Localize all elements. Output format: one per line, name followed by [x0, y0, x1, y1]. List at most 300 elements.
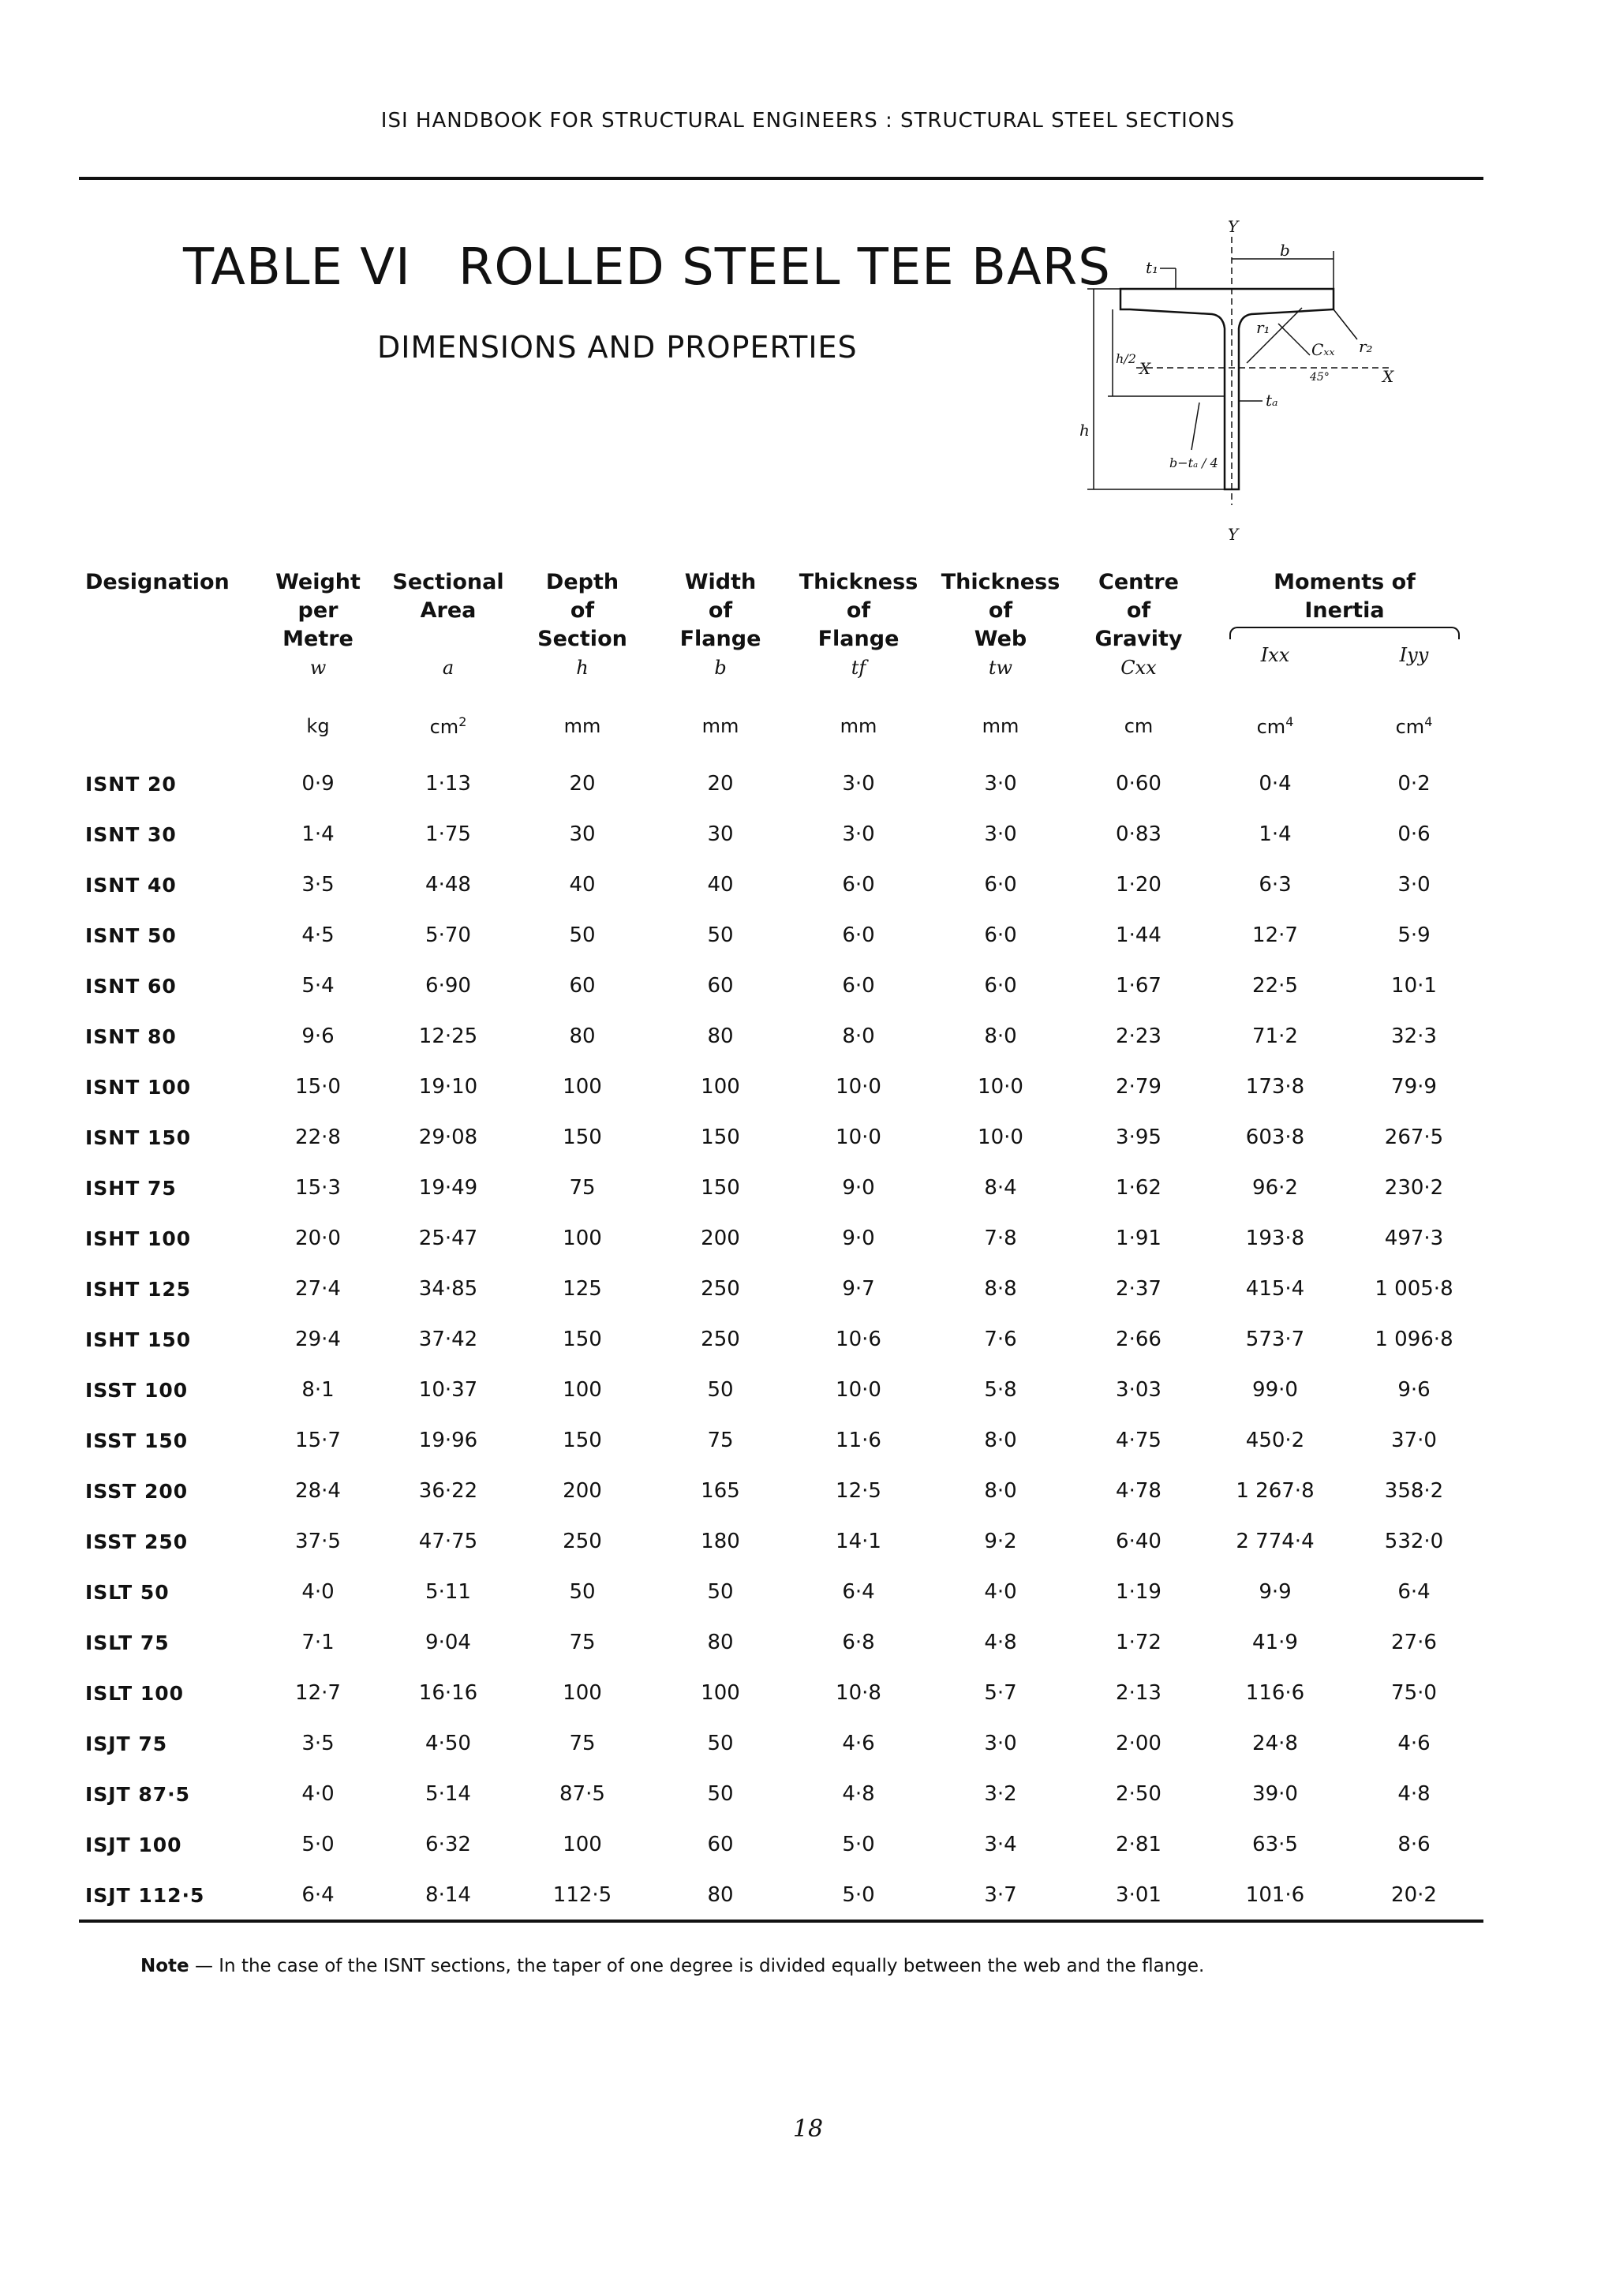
row-value: 150: [701, 1176, 740, 1200]
row-value: 50: [707, 1378, 734, 1402]
row-value: 40: [569, 873, 596, 897]
diagram-y-bottom: Y: [1228, 525, 1239, 544]
tee-section-diagram: [1073, 213, 1405, 545]
row-value: 2·66: [1116, 1328, 1162, 1351]
row-value: 12·25: [418, 1024, 478, 1048]
running-head: ISI HANDBOOK FOR STRUCTURAL ENGINEERS : STRUCTURAL STEEL SECTIONS: [380, 109, 1236, 133]
row-value: 10·0: [836, 1378, 881, 1402]
row-value: 75: [707, 1429, 734, 1452]
row-value: 4·0: [984, 1580, 1017, 1604]
row-value: 25·47: [418, 1227, 478, 1250]
row-value: 6·8: [842, 1631, 875, 1654]
row-value: 24·8: [1252, 1732, 1298, 1755]
row-value: 8·0: [842, 1024, 875, 1048]
diagram-cxx: Cₓₓ: [1311, 340, 1335, 359]
row-value: 19·96: [418, 1429, 478, 1452]
table-row: [79, 1668, 1483, 1718]
unit-centre-gravity: cm: [1124, 715, 1154, 737]
row-designation: ISNT 50: [85, 923, 177, 947]
row-value: 0·2: [1397, 772, 1431, 796]
header-rule: [79, 177, 1483, 180]
table-row: [79, 1718, 1483, 1769]
row-value: 20·2: [1391, 1883, 1437, 1907]
row-value: 6·3: [1259, 873, 1292, 897]
tee-bars-table: [79, 568, 1483, 1920]
row-value: 150: [563, 1328, 602, 1351]
row-value: 75: [569, 1176, 596, 1200]
row-value: 40: [707, 873, 734, 897]
row-value: 80: [707, 1024, 734, 1048]
row-value: 573·7: [1245, 1328, 1305, 1351]
row-value: 15·3: [295, 1176, 341, 1200]
row-value: 180: [701, 1530, 740, 1553]
row-designation: ISLT 100: [85, 1681, 185, 1705]
row-value: 2·13: [1116, 1681, 1162, 1705]
row-value: 10·6: [836, 1328, 881, 1351]
row-value: 87·5: [559, 1782, 605, 1806]
col-thickness-web: Thickness of Web tw: [941, 570, 1060, 679]
row-value: 50: [707, 923, 734, 947]
row-designation: ISJT 87·5: [85, 1782, 191, 1806]
row-value: 10·0: [978, 1075, 1023, 1099]
table-bottom-rule: [79, 1920, 1483, 1923]
diagram-angle: 45°: [1310, 371, 1330, 384]
col-ixx: Ixx: [1260, 644, 1290, 666]
row-value: 3·0: [984, 1732, 1017, 1755]
row-designation: ISNT 40: [85, 873, 177, 897]
row-value: 2·81: [1116, 1833, 1162, 1856]
row-designation: ISST 250: [85, 1530, 189, 1553]
row-value: 1·19: [1116, 1580, 1162, 1604]
row-value: 0·6: [1397, 822, 1431, 846]
table-title: [183, 238, 1111, 297]
diagram-r1: r₁: [1256, 318, 1270, 337]
row-value: 1·62: [1116, 1176, 1162, 1200]
row-value: 1·67: [1116, 974, 1162, 998]
note-text: — In the case of the ISNT sections, the taper of one degree is divided equally between the web and the flange.: [189, 1956, 1205, 1976]
row-value: 5·14: [425, 1782, 471, 1806]
row-value: 3·7: [984, 1883, 1017, 1907]
row-value: 9·9: [1259, 1580, 1292, 1604]
unit-row: [79, 682, 1483, 758]
row-designation: ISJT 112·5: [85, 1883, 205, 1907]
table-row: [79, 809, 1483, 860]
row-value: 415·4: [1245, 1277, 1305, 1301]
unit-weight: kg: [306, 715, 330, 737]
col-area: Sectional Area a: [392, 570, 504, 679]
row-designation: ISJT 75: [85, 1732, 168, 1755]
row-designation: ISNT 100: [85, 1075, 192, 1099]
row-designation: ISHT 100: [85, 1227, 192, 1250]
row-value: 7·1: [301, 1631, 335, 1654]
row-value: 100: [563, 1681, 602, 1705]
row-value: 5·4: [301, 974, 335, 998]
row-value: 4·0: [301, 1580, 335, 1604]
row-value: 100: [563, 1227, 602, 1250]
row-value: 8·14: [425, 1883, 471, 1907]
row-value: 150: [563, 1429, 602, 1452]
row-value: 80: [569, 1024, 596, 1048]
row-value: 6·0: [842, 873, 875, 897]
row-value: 200: [563, 1479, 602, 1503]
row-value: 3·01: [1116, 1883, 1162, 1907]
row-value: 75: [569, 1631, 596, 1654]
row-value: 1·72: [1116, 1631, 1162, 1654]
row-value: 12·7: [295, 1681, 341, 1705]
table-row: [79, 1213, 1483, 1264]
row-value: 497·3: [1384, 1227, 1444, 1250]
moments-brace: [1229, 627, 1460, 639]
column-header-row: [79, 568, 1483, 682]
row-value: 358·2: [1384, 1479, 1444, 1503]
diagram-tw: tₐ: [1266, 391, 1278, 410]
note-label: Note: [140, 1956, 189, 1976]
row-value: 4·8: [1397, 1782, 1431, 1806]
col-depth: Depth of Section h: [537, 570, 627, 679]
row-value: 30: [569, 822, 596, 846]
row-value: 16·16: [418, 1681, 478, 1705]
row-value: 50: [569, 923, 596, 947]
row-value: 450·2: [1245, 1429, 1305, 1452]
row-value: 6·4: [842, 1580, 875, 1604]
row-value: 1 005·8: [1375, 1277, 1453, 1301]
row-value: 3·0: [842, 772, 875, 796]
row-designation: ISHT 125: [85, 1277, 192, 1301]
row-value: 3·95: [1116, 1126, 1162, 1149]
row-value: 80: [707, 1631, 734, 1654]
row-value: 6·4: [301, 1883, 335, 1907]
row-value: 9·6: [1397, 1378, 1431, 1402]
unit-ixx: $cm^4$: [1256, 714, 1294, 738]
row-value: 8·8: [984, 1277, 1017, 1301]
row-value: 12·5: [836, 1479, 881, 1503]
row-value: 6·0: [984, 873, 1017, 897]
unit-thickness-web: mm: [982, 715, 1019, 737]
table-row: [79, 1819, 1483, 1870]
row-value: 603·8: [1245, 1126, 1305, 1149]
row-value: 4·0: [301, 1782, 335, 1806]
row-value: 8·0: [984, 1479, 1017, 1503]
row-value: 75·0: [1391, 1681, 1437, 1705]
row-value: 41·9: [1252, 1631, 1298, 1654]
row-value: 0·9: [301, 772, 335, 796]
row-value: 100: [701, 1075, 740, 1099]
row-value: 10·0: [978, 1126, 1023, 1149]
table-row: [79, 1163, 1483, 1213]
row-value: 10·0: [836, 1075, 881, 1099]
diagram-r2: r₂: [1359, 337, 1373, 356]
row-value: 37·42: [418, 1328, 478, 1351]
row-value: 9·0: [842, 1176, 875, 1200]
row-value: 7·6: [984, 1328, 1017, 1351]
row-value: 200: [701, 1227, 740, 1250]
row-value: 96·2: [1252, 1176, 1298, 1200]
row-value: 60: [569, 974, 596, 998]
row-value: 4·6: [842, 1732, 875, 1755]
row-value: 37·0: [1391, 1429, 1437, 1452]
row-value: 34·85: [418, 1277, 478, 1301]
row-value: 5·70: [425, 923, 471, 947]
row-value: 8·0: [984, 1429, 1017, 1452]
row-value: 6·90: [425, 974, 471, 998]
row-value: 7·8: [984, 1227, 1017, 1250]
row-value: 0·4: [1259, 772, 1292, 796]
row-value: 1·75: [425, 822, 471, 846]
row-value: 50: [707, 1580, 734, 1604]
row-value: 3·4: [984, 1833, 1017, 1856]
row-value: 79·9: [1391, 1075, 1437, 1099]
row-value: 20: [569, 772, 596, 796]
row-value: 6·32: [425, 1833, 471, 1856]
row-value: 63·5: [1252, 1833, 1298, 1856]
row-value: 3·0: [984, 822, 1017, 846]
row-designation: ISJT 100: [85, 1833, 182, 1856]
row-value: 27·4: [295, 1277, 341, 1301]
table-row: [79, 1062, 1483, 1112]
row-value: 11·6: [836, 1429, 881, 1452]
diagram-h-half: h/2: [1116, 351, 1136, 366]
diagram-b-tw-4: b−tₐ / 4: [1169, 455, 1218, 470]
row-value: 150: [701, 1126, 740, 1149]
table-row: [79, 1617, 1483, 1668]
row-value: 100: [701, 1681, 740, 1705]
row-designation: ISNT 20: [85, 772, 177, 796]
row-designation: ISNT 30: [85, 822, 177, 846]
row-value: 12·7: [1252, 923, 1298, 947]
row-value: 15·0: [295, 1075, 341, 1099]
table-label: TABLE VI: [183, 238, 411, 297]
row-value: 60: [707, 1833, 734, 1856]
table-row: [79, 1314, 1483, 1365]
row-value: 100: [563, 1378, 602, 1402]
row-value: 3·2: [984, 1782, 1017, 1806]
row-value: 5·11: [425, 1580, 471, 1604]
diagram-b: b: [1280, 241, 1290, 260]
row-value: 20: [707, 772, 734, 796]
table-row: [79, 860, 1483, 910]
row-value: 22·8: [295, 1126, 341, 1149]
row-value: 10·8: [836, 1681, 881, 1705]
row-designation: ISLT 50: [85, 1580, 170, 1604]
table-subtitle: DIMENSIONS AND PROPERTIES: [377, 330, 858, 365]
row-value: 4·8: [984, 1631, 1017, 1654]
row-value: 4·8: [842, 1782, 875, 1806]
row-value: 2·00: [1116, 1732, 1162, 1755]
unit-thickness-flange: mm: [840, 715, 877, 737]
row-designation: ISST 200: [85, 1479, 189, 1503]
row-value: 29·08: [418, 1126, 478, 1149]
row-value: 1 267·8: [1236, 1479, 1315, 1503]
row-value: 20·0: [295, 1227, 341, 1250]
row-value: 4·6: [1397, 1732, 1431, 1755]
row-value: 150: [563, 1126, 602, 1149]
row-value: 19·10: [418, 1075, 478, 1099]
table-row: [79, 1264, 1483, 1314]
unit-designation: [79, 682, 251, 758]
row-value: 267·5: [1384, 1126, 1444, 1149]
row-value: 37·5: [295, 1530, 341, 1553]
table-row: [79, 961, 1483, 1011]
row-value: 3·5: [301, 873, 335, 897]
row-value: 5·8: [984, 1378, 1017, 1402]
row-value: 125: [563, 1277, 602, 1301]
table-row: [79, 1466, 1483, 1516]
row-value: 32·3: [1391, 1024, 1437, 1048]
row-value: 0·83: [1116, 822, 1162, 846]
row-designation: ISST 100: [85, 1378, 189, 1402]
row-value: 2 774·4: [1236, 1530, 1315, 1553]
col-width: Width of Flange b: [679, 570, 761, 679]
row-value: 532·0: [1384, 1530, 1444, 1553]
row-value: 9·04: [425, 1631, 471, 1654]
row-value: 80: [707, 1883, 734, 1907]
row-value: 15·7: [295, 1429, 341, 1452]
row-value: 1·4: [301, 822, 335, 846]
row-value: 28·4: [295, 1479, 341, 1503]
unit-depth: mm: [563, 715, 601, 737]
table-note: [140, 1956, 1204, 1976]
row-designation: ISLT 75: [85, 1631, 170, 1654]
page-number: 18: [792, 2115, 824, 2143]
row-value: 116·6: [1245, 1681, 1305, 1705]
row-value: 165: [701, 1479, 740, 1503]
row-value: 112·5: [552, 1883, 612, 1907]
row-value: 1·20: [1116, 873, 1162, 897]
row-value: 250: [701, 1328, 740, 1351]
row-value: 9·6: [301, 1024, 335, 1048]
row-value: 3·0: [842, 822, 875, 846]
row-value: 22·5: [1252, 974, 1298, 998]
row-value: 75: [569, 1732, 596, 1755]
row-designation: ISNT 60: [85, 974, 177, 998]
row-value: 8·6: [1397, 1833, 1431, 1856]
row-value: 100: [563, 1075, 602, 1099]
diagram-x-left: X: [1139, 359, 1151, 378]
table-row: [79, 910, 1483, 961]
row-value: 3·0: [984, 772, 1017, 796]
row-value: 19·49: [418, 1176, 478, 1200]
row-value: 6·0: [984, 923, 1017, 947]
diagram-y-top: Y: [1228, 217, 1239, 236]
row-value: 5·0: [301, 1833, 335, 1856]
diagram-h: h: [1079, 421, 1090, 440]
col-weight: Weight per Metre w: [275, 570, 361, 679]
row-value: 173·8: [1245, 1075, 1305, 1099]
row-value: 8·0: [984, 1024, 1017, 1048]
row-value: 2·79: [1116, 1075, 1162, 1099]
row-value: 47·75: [418, 1530, 478, 1553]
table-title-text: ROLLED STEEL TEE BARS: [458, 238, 1111, 297]
row-value: 27·6: [1391, 1631, 1437, 1654]
row-value: 2·37: [1116, 1277, 1162, 1301]
row-value: 9·2: [984, 1530, 1017, 1553]
row-value: 100: [563, 1833, 602, 1856]
row-designation: ISHT 150: [85, 1328, 192, 1351]
row-value: 14·1: [836, 1530, 881, 1553]
row-value: 10·1: [1391, 974, 1437, 998]
row-value: 250: [563, 1530, 602, 1553]
table-row: [79, 1870, 1483, 1920]
row-value: 3·0: [1397, 873, 1431, 897]
row-value: 10·37: [418, 1378, 478, 1402]
unit-iyy: $cm^4$: [1395, 714, 1433, 738]
row-value: 3·5: [301, 1732, 335, 1755]
row-value: 101·6: [1245, 1883, 1305, 1907]
row-value: 0·60: [1116, 772, 1162, 796]
row-value: 5·9: [1397, 923, 1431, 947]
col-designation: Designation: [85, 570, 230, 594]
table-row: [79, 1415, 1483, 1466]
row-designation: ISHT 75: [85, 1176, 177, 1200]
table-row: [79, 1769, 1483, 1819]
row-value: 1·4: [1259, 822, 1292, 846]
row-value: 2·50: [1116, 1782, 1162, 1806]
table-row: [79, 1112, 1483, 1163]
row-designation: ISNT 150: [85, 1126, 192, 1149]
diagram-tf: t₁: [1146, 258, 1159, 277]
unit-area: $cm^2$: [429, 714, 467, 738]
row-value: 8·4: [984, 1176, 1017, 1200]
row-value: 1·13: [425, 772, 471, 796]
row-value: 6·40: [1116, 1530, 1162, 1553]
row-value: 4·78: [1116, 1479, 1162, 1503]
diagram-x-right: X: [1382, 367, 1394, 386]
row-value: 5·0: [842, 1833, 875, 1856]
col-iyy: Iyy: [1399, 644, 1429, 666]
row-value: 4·48: [425, 873, 471, 897]
row-value: 60: [707, 974, 734, 998]
row-value: 10·0: [836, 1126, 881, 1149]
row-value: 9·7: [842, 1277, 875, 1301]
row-value: 4·75: [1116, 1429, 1162, 1452]
row-value: 230·2: [1384, 1176, 1444, 1200]
row-value: 1 096·8: [1375, 1328, 1453, 1351]
col-centre-gravity: Centre of Gravity Cxx: [1094, 570, 1183, 679]
col-moments-inertia: Moments of Inertia Ixx Iyy: [1206, 568, 1483, 682]
table-row: [79, 1567, 1483, 1617]
col-thickness-flange: Thickness of Flange tf: [799, 570, 918, 679]
table-body: [79, 758, 1483, 1920]
row-value: 193·8: [1245, 1227, 1305, 1250]
row-value: 30: [707, 822, 734, 846]
row-value: 1·44: [1116, 923, 1162, 947]
row-value: 6·4: [1397, 1580, 1431, 1604]
row-value: 50: [569, 1580, 596, 1604]
unit-width: mm: [701, 715, 739, 737]
row-value: 8·1: [301, 1378, 335, 1402]
row-value: 3·03: [1116, 1378, 1162, 1402]
row-value: 29·4: [295, 1328, 341, 1351]
row-value: 6·0: [984, 974, 1017, 998]
table-row: [79, 1516, 1483, 1567]
table-row: [79, 1011, 1483, 1062]
row-value: 4·50: [425, 1732, 471, 1755]
row-value: 5·7: [984, 1681, 1017, 1705]
row-value: 1·91: [1116, 1227, 1162, 1250]
row-value: 39·0: [1252, 1782, 1298, 1806]
row-designation: ISNT 80: [85, 1024, 177, 1048]
table-row: [79, 758, 1483, 809]
row-value: 6·0: [842, 974, 875, 998]
row-value: 50: [707, 1732, 734, 1755]
row-value: 99·0: [1252, 1378, 1298, 1402]
row-designation: ISST 150: [85, 1429, 189, 1452]
table-row: [79, 1365, 1483, 1415]
row-value: 5·0: [842, 1883, 875, 1907]
row-value: 50: [707, 1782, 734, 1806]
row-value: 9·0: [842, 1227, 875, 1250]
row-value: 250: [701, 1277, 740, 1301]
